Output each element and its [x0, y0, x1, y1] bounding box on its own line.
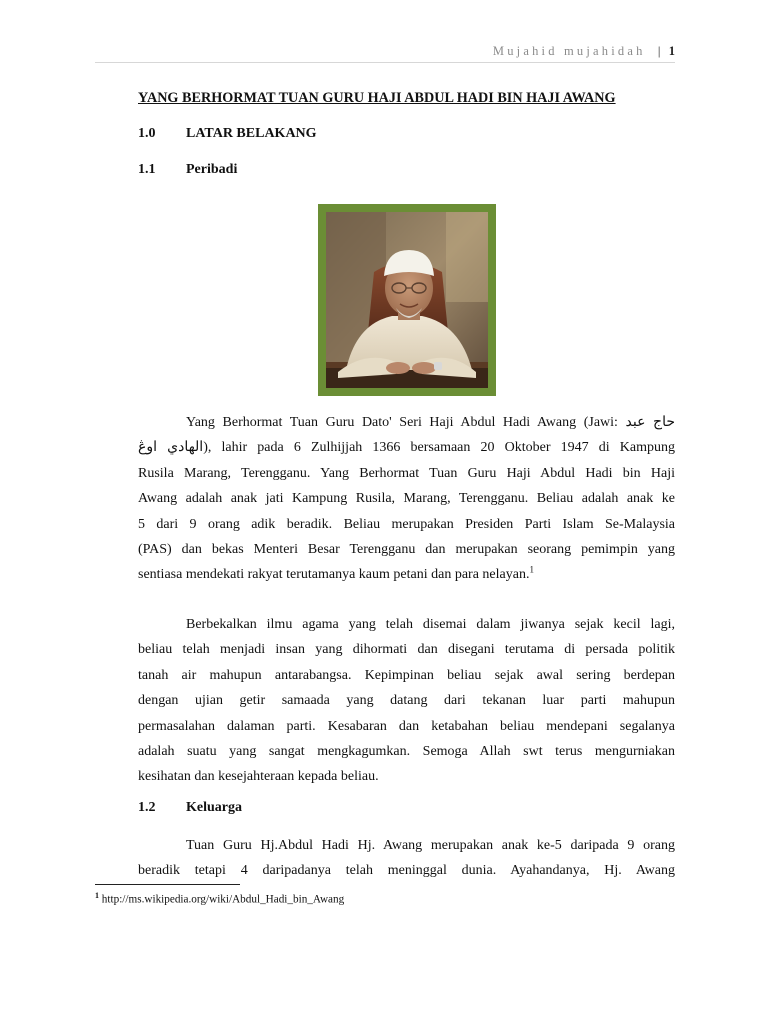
document-title: YANG BERHORMAT TUAN GURU HAJI ABDUL HADI BIN HAJI AWANG: [138, 90, 616, 106]
text-line: kesihatan dan kesejahteraan kepada beliau.: [138, 769, 379, 785]
section-heading-1-1: [138, 162, 237, 178]
text-line: Rusila Marang, Terengganu. Yang Berhormat Tuan Guru Haji Abdul Hadi bin Haji: [138, 465, 675, 481]
text-line: sentiasa mendekati rakyat terutamanya kaum petani dan para nelayan.$^1$: [138, 564, 534, 583]
header-separator: |: [657, 44, 661, 58]
section-number: 1.1: [138, 162, 156, 177]
paragraph-keluarga: [138, 833, 675, 884]
section-number: 1.2: [138, 800, 156, 815]
section-label: LATAR BELAKANG: [186, 126, 317, 141]
text-line: Tuan Guru Hj.Abdul Hadi Hj. Awang merupakan anak ke-5 daripada 9 orang: [186, 838, 675, 853]
portrait-photo-frame: [318, 204, 496, 396]
text-line: adalah suatu yang sangat mengkagumkan. Semoga Allah swt terus mengurniakan: [138, 743, 675, 759]
footnote-reference[interactable]: 1: [529, 564, 534, 575]
portrait-photo: [326, 212, 488, 388]
section-heading-1-0: [138, 126, 317, 142]
text-line: (PAS) dan bekas Menteri Besar Terengganu dan merupakan seorang pemimpin yang: [138, 541, 675, 557]
text-line: Awang adalah anak jati Kampung Rusila, Marang, Terengganu. Beliau adalah anak ke: [138, 491, 675, 507]
footnote-marker: 1: [95, 891, 99, 900]
text-line: الهادي اوڠ), lahir pada 6 Zulhijjah 1366 bersamaan 20 Oktober 1947 di Kampung: [138, 440, 675, 456]
footnote-link[interactable]: http://ms.wikipedia.org/wiki/Abdul_Hadi_bin_Awang: [101, 893, 345, 906]
section-heading-1-2: [138, 800, 242, 816]
text-line: Berbekalkan ilmu agama yang telah disemai dalam jiwanya sejak kecil lagi,: [186, 617, 675, 632]
paragraph-peribadi-2: [138, 612, 675, 790]
running-title: Mujahid mujahidah: [492, 44, 646, 58]
section-number: 1.0: [138, 126, 156, 141]
paragraph-peribadi-1: [138, 410, 675, 588]
section-label: Keluarga: [186, 800, 242, 815]
section-label: Peribadi: [186, 162, 238, 177]
footnote-separator: [95, 884, 240, 885]
page-number: 1: [668, 44, 675, 58]
text-line: tanah air mahupun antarabangsa. Kepimpinan beliau sejak awal sering berdepan: [138, 667, 675, 683]
text-line: dengan ujian getir samaada yang datang dari tekanan luar parti mahupun: [138, 693, 675, 709]
text-line: 5 dari 9 orang adik beradik. Beliau merupakan Presiden Parti Islam Se-Malaysia: [138, 516, 675, 532]
text-line: beliau telah menjadi insan yang dihormati dan disegani terutama di persada politik: [138, 642, 675, 658]
text-line: Yang Berhormat Tuan Guru Dato' Seri Haji Abdul Hadi Awang (Jawi: حاج عبد: [186, 415, 675, 430]
text-line: beradik tetapi 4 daripadanya telah meninggal dunia. Ayahandanya, Hj. Awang: [138, 863, 675, 879]
running-header: [95, 44, 675, 62]
header-rule: [95, 62, 675, 63]
text-line: permasalahan dalaman parti. Kesabaran dan ketabahan beliau mendepani segalanya: [138, 718, 675, 734]
footnote: [95, 891, 344, 906]
